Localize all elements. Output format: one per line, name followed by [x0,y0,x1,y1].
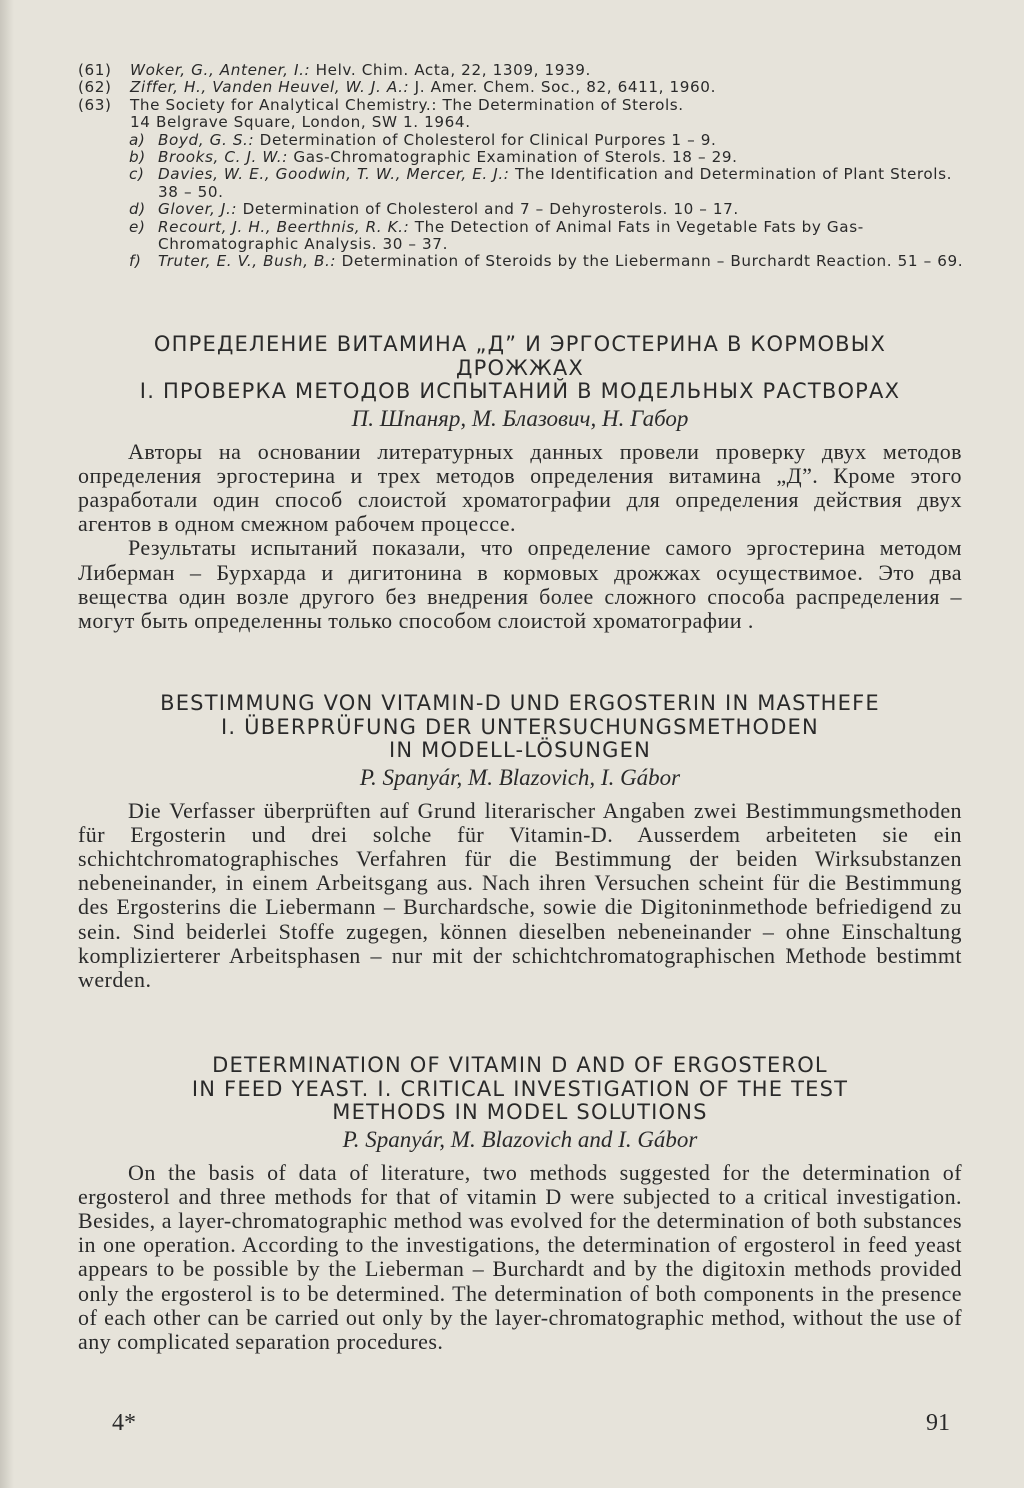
russian-paragraph-2: Результаты испытаний показали, что определение самого эргостерина методом Либерман – Бурхарда и дигитонина в кормовых дрожжах осуществимое. Это два вещества один возле другого без внедрения более сложного способа распределения – могут быть определенны только способом слоистой хроматографии . [78,535,962,633]
reference-list [78,62,968,271]
reference-number: (62) [78,78,112,97]
subreference-f [78,253,968,270]
russian-title-line-1: ОПРЕДЕЛЕНИЕ ВИТАМИНА „Д” И ЭРГОСТЕРИНА В КОРМОВЫХ [153,332,887,356]
subreference-label: c) [129,165,145,184]
subreference-label: b) [129,148,146,167]
subreference-title: Determination of Cholesterol for Clinical Purpores 1 – 9. [254,130,717,149]
subreference-label: f) [129,252,142,271]
subreference-c [78,166,968,201]
reference-63 [78,97,968,114]
german-abstract [78,799,962,993]
subreference-d [78,201,968,218]
page-number: 91 [926,1410,950,1436]
subreference-authors: Glover, J.: [158,200,238,219]
subreference-label: e) [129,217,146,236]
page-edge [0,0,14,1488]
russian-abstract [78,440,962,634]
german-title-line-2: I. ÜBERPRÜFUNG DER UNTERSUCHUNGSMETHODEN [221,714,819,739]
subreference-title: Determination of Steroids by the Liebermann – Burchardt Reaction. 51 – 69. [336,252,964,271]
english-paragraph-1: On the basis of data of literature, two methods suggested for the determination of ergosterol and three methods for that of vitamin D were subjected to a critical investigation. Besides, a layer-chromatographic method was evolved for the determination of both substances in one operation. According to the investigations, the determination of ergosterol in feed yeast appears to be possible by the Lieberman – Burchardt and by the digitoxin methods provided only the ergosterol is to be determined. The determination of both components in the presence of each other can be carried out only by the layer-chromatographic method, without the use of any complicated separation procedures. [78,1159,962,1354]
russian-authors: П. Шпаняр, М. Блазович, Н. Габор [351,405,689,431]
russian-title-line-2: ДРОЖЖАХ [456,355,584,380]
english-title-line-3: METHODS IN MODEL SOLUTIONS [332,1100,708,1124]
german-title-line-1: BESTIMMUNG VON VITAMIN-D UND ERGOSTERIN IN MASTHEFE [160,691,880,715]
english-abstract [78,1161,962,1355]
subreference-label: d) [129,200,146,219]
german-abstract-section [78,692,962,992]
subreference-title: The Detection of Animal Fats in Vegetable Fats by Gas-Chromatographic Analysis. 30 – 37. [158,217,864,254]
russian-paragraph-1: Авторы на основании литературных данных провели проверку двух методов определения эргостерина и трех методов определения витамина „Д”. Кроме этого разработали один способ слоистой хроматографии для определения действия двух агентов в одном смежном рабочем процессе. [78,438,962,537]
subreference-b [78,149,968,166]
reference-number: (63) [78,95,112,114]
reference-authors: Ziffer, H., Vanden Heuvel, W. J. A.: [130,78,410,97]
subreference-title: Gas-Chromatographic Examination of Sterols. 18 – 29. [287,148,738,167]
russian-abstract-section [78,333,962,633]
subreference-authors: Davies, W. E., Goodwin, T. W., Mercer, E. J.: [158,165,510,184]
subreference-authors: Truter, E. V., Bush, B.: [158,252,337,271]
subreference-title: Determination of Cholesterol and 7 – Dehyrosterols. 10 – 17. [237,200,739,219]
reference-63-address [78,114,968,131]
signature-mark: 4* [112,1410,136,1436]
russian-title-line-3: I. ПРОВЕРКА МЕТОДОВ ИСПЫТАНИЙ В МОДЕЛЬНЫХ РАСТВОРАХ [139,379,901,403]
reference-number: (61) [78,61,112,79]
english-title-line-2: IN FEED YEAST. I. CRITICAL INVESTIGATION OF THE TEST [191,1076,849,1101]
subreference-e [78,219,968,254]
english-abstract-section [78,1054,962,1354]
english-authors: P. Spanyár, M. Blazovich and I. Gábor [342,1126,698,1152]
subreference-title: The Identification and Determination of Plant Sterols. 38 – 50. [158,165,953,201]
reference-62 [78,79,968,96]
subreference-authors: Recourt, J. H., Beerthnis, R. K.: [158,217,410,236]
reference-source: J. Amer. Chem. Soc., 82, 6411, 1960. [409,78,716,97]
english-title-line-1: DETERMINATION OF VITAMIN D AND OF ERGOSTEROL [212,1053,828,1077]
reference-address: 14 Belgrave Square, London, SW 1. 1964. [130,113,471,132]
german-paragraph-1: Die Verfasser überprüften auf Grund literarischer Angaben zwei Bestimmungsmethoden für Ergosterin und drei solche für Vitamin-D. Ausserdem arbeiteten sie ein schichtchromatographisches Verfahren für die Bestimmung der beiden Wirksubstanzen nebeneinander, in einem Arbeitsgang aus. Nach ihren Versuchen scheint für die Bestimmung des Ergosterins die Liebermann – Burchardsche, sowie die Digitoninmethode befriedigend zu sein. Sind beiderlei Stoffe zugegen, können dieselben nebeneinander – ohne Einschaltung komplizierterer Arbeitsphasen – nur mit der schichtchromatographischen Methode bestimmt werden. [78,797,962,992]
subreference-authors: Boyd, G. S.: [158,130,255,149]
subreference-authors: Brooks, C. J. W.: [158,148,288,167]
german-authors: P. Spanyár, M. Blazovich, I. Gábor [359,764,681,790]
reference-source: The Society for Analytical Chemistry.: The Determination of Sterols. [130,95,684,114]
reference-authors: Woker, G., Antener, I.: [130,61,311,79]
subreference-a [78,132,968,149]
reference-source: Helv. Chim. Acta, 22, 1309, 1939. [310,61,591,79]
subreference-label: a) [129,130,146,149]
german-title-line-3: IN MODELL-LÖSUNGEN [388,738,651,762]
reference-61 [78,62,968,79]
